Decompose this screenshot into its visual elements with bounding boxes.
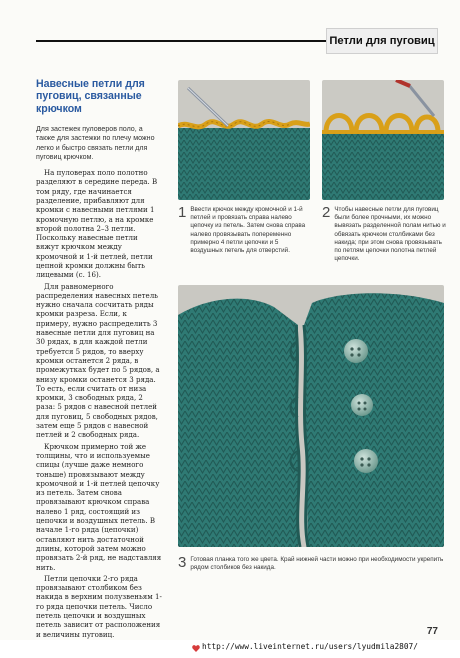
caption-text: Готовая планка того же цвета. Край нижней части можно при необходимости укрепить рядом столбиков без накида. bbox=[190, 556, 444, 572]
header-title: Петли для пуговиц bbox=[329, 35, 435, 47]
header-rule bbox=[36, 40, 332, 42]
article-column bbox=[36, 78, 162, 639]
caption-text: Чтобы навесные петли для пуговиц были более прочными, их можно вывязать разделенной полам нитью и обвязать крючком столбиками без накида; при этом снова провязывать по петлям цепочки полотна петлей цепочки. bbox=[334, 206, 446, 263]
caption-number: 3 bbox=[178, 554, 187, 571]
heart-icon bbox=[192, 645, 200, 652]
photo-step-2 bbox=[322, 80, 444, 200]
page-number: 77 bbox=[426, 626, 438, 637]
page-header bbox=[0, 14, 460, 46]
article-title: Навесные петли для пуговиц, связанные крючком bbox=[36, 78, 145, 115]
caption-number: 2 bbox=[322, 204, 331, 221]
article-intro: Для застежек пуловеров поло, а также для застежки по плечу можно легко и быстро связать петли для пуговиц крючком. bbox=[36, 125, 155, 161]
caption-step-2 bbox=[322, 206, 446, 263]
article-paragraph: На пуловерах поло полотно разделяют в середине переда. В том ряду, где начинается разделение, прибавляют для кромки с навесными петлями 1 кромочную петлю, а на кромке второй полотна 2–3 петли. Поскольку навесные петли вяжут крючком между кромочной и 1-й петлей, петли цепной кромки должны быть лицевыми (с. 16). bbox=[36, 168, 158, 280]
photo-step-3 bbox=[178, 285, 444, 547]
article-paragraph: Для равномерного распределения навесных петель нужно сначала сосчитать ряды кромки разреза. Если, к примеру, нужно распределить 3 навесные петли для пуговиц на 30 рядах, в для каждой петли требуется 5 рядов, то вверху кромки останется 2 ряда, в промежутках будет по 5 рядов, а внизу кромки останется 3 ряда. То есть, если считать от низа кромки, 3 свободных ряда, 2 раза: 5 рядов с навесной петлей для пуговиц, 5 свободных рядов, затем еще 5 рядов с навесной петлей и 2 свободных ряда. bbox=[36, 281, 160, 440]
caption-step-1 bbox=[178, 206, 312, 255]
watermark-link[interactable]: http://www.liveinternet.ru/users/lyudmila2807/ bbox=[202, 642, 418, 651]
header-title-box bbox=[326, 28, 438, 54]
caption-step-3 bbox=[178, 556, 444, 572]
caption-text: Ввести крючок между кромочной и 1-й петлей и провязать справа налево цепочку из петель. Затем снова справа налево провязывать попеременно примерно 4 петли цепочки и 5 воздушных петель для отверстий. bbox=[190, 206, 306, 255]
photo-step-1 bbox=[178, 80, 310, 200]
watermark-bar bbox=[0, 640, 460, 658]
caption-number: 1 bbox=[178, 204, 187, 221]
article-paragraph: Петли цепочки 2-го ряда провязывают столбиком без накида в верхним полузвеньям 1-го ряда цепочки петель. Число петель цепочки и воздушных петель зависит от расположения и величины пуговиц. bbox=[36, 573, 162, 639]
article-paragraph: Крючком примерно той же толщины, что и используемые спицы (лучше даже немного тоньше) провязывают между кромочной и 1-й петлей цепочку из петель. Затем снова провязывают крючком справа налево 1 ряд, состоящий из цепочки и воздушных петель. В начале 1-го ряда (цепочки) оставляют нить достаточной длины, которой затем можно провязать 2-й ряд, не надставляя нить. bbox=[36, 441, 162, 572]
